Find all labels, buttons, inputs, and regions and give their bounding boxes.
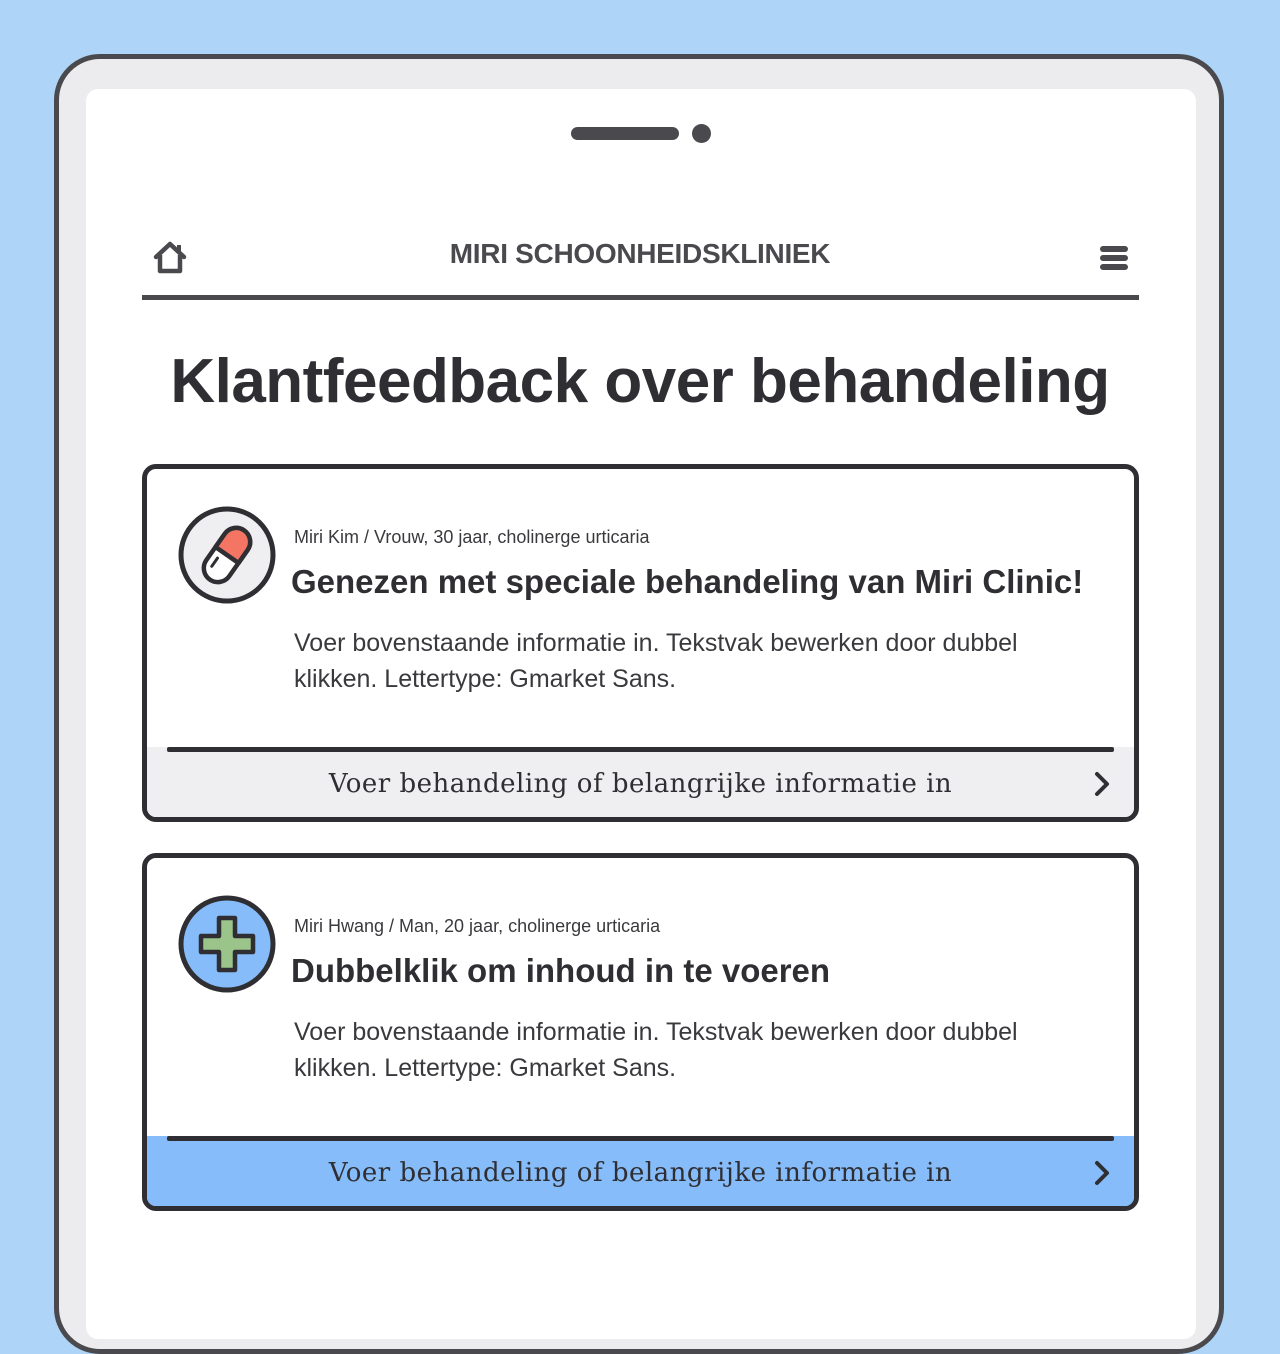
review-body (294, 625, 1094, 697)
review-card (142, 464, 1139, 822)
review-body-line: klikken. Lettertype: Gmarket Sans. (294, 665, 677, 693)
header-divider (142, 295, 1139, 300)
review-cta-button[interactable] (147, 1136, 1134, 1211)
menu-icon[interactable] (1096, 242, 1132, 274)
home-icon[interactable] (150, 238, 190, 278)
brand-title: MIRI SCHOONHEIDSKLINIEK (449, 238, 831, 269)
page-title: Klantfeedback over behandeling (170, 347, 1110, 416)
review-meta: Miri Kim / Vrouw, 30 jaar, cholinerge urticaria (294, 527, 650, 547)
review-body-line: Voer bovenstaande informatie in. Tekstvak bewerken door dubbel (294, 1018, 1018, 1046)
medical-cross-icon (177, 894, 277, 994)
review-headline: Dubbelklik om inhoud in te voeren (291, 952, 831, 989)
review-meta: Miri Hwang / Man, 20 jaar, cholinerge urticaria (294, 916, 661, 936)
chevron-right-icon (1091, 769, 1113, 799)
speaker-slot (571, 127, 679, 140)
cta-divider (167, 747, 1114, 752)
review-body-line: Voer bovenstaande informatie in. Tekstvak bewerken door dubbel (294, 629, 1018, 657)
review-headline: Genezen met speciale behandeling van Miri Clinic! (291, 563, 1084, 600)
cta-divider (167, 1136, 1114, 1141)
review-card (142, 853, 1139, 1211)
review-body-line: klikken. Lettertype: Gmarket Sans. (294, 1054, 677, 1082)
chevron-right-icon (1091, 1158, 1113, 1188)
review-cta-button[interactable] (147, 747, 1134, 822)
pill-capsule-icon (177, 505, 277, 605)
camera-dot (692, 124, 711, 143)
review-body (294, 1014, 1094, 1086)
cta-label: Voer behandeling of belangrijke informatie in (328, 1158, 953, 1188)
cta-label: Voer behandeling of belangrijke informatie in (328, 769, 953, 799)
